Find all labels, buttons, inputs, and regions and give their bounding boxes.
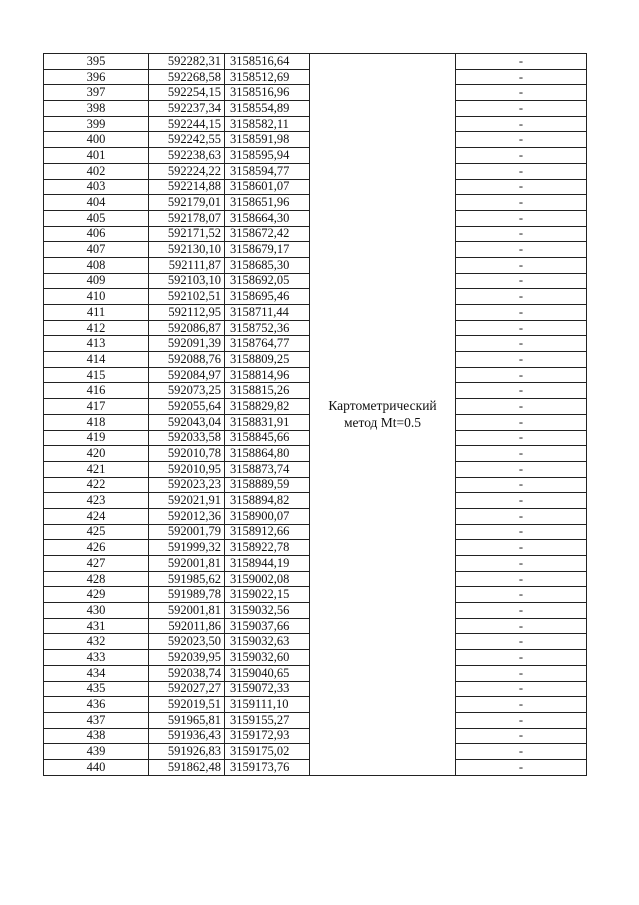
x-coordinate-cell: 592073,25 bbox=[149, 383, 225, 399]
x-coordinate-cell: 592238,63 bbox=[149, 148, 225, 164]
note-cell: - bbox=[456, 336, 587, 352]
point-number-cell: 434 bbox=[44, 665, 149, 681]
note-cell: - bbox=[456, 352, 587, 368]
x-coordinate-cell: 592012,36 bbox=[149, 508, 225, 524]
point-number-cell: 411 bbox=[44, 305, 149, 321]
y-coordinate-cell: 3158595,94 bbox=[225, 148, 310, 164]
x-coordinate-cell: 592268,58 bbox=[149, 69, 225, 85]
x-coordinate-cell: 592038,74 bbox=[149, 665, 225, 681]
y-coordinate-cell: 3158672,42 bbox=[225, 226, 310, 242]
note-cell: - bbox=[456, 305, 587, 321]
method-cell bbox=[310, 54, 456, 776]
point-number-cell: 435 bbox=[44, 681, 149, 697]
note-cell: - bbox=[456, 556, 587, 572]
x-coordinate-cell: 592103,10 bbox=[149, 273, 225, 289]
x-coordinate-cell: 592111,87 bbox=[149, 257, 225, 273]
note-cell: - bbox=[456, 759, 587, 775]
x-coordinate-cell: 592102,51 bbox=[149, 289, 225, 305]
y-coordinate-cell: 3158679,17 bbox=[225, 242, 310, 258]
y-coordinate-cell: 3159032,56 bbox=[225, 603, 310, 619]
coordinates-table bbox=[43, 53, 587, 776]
x-coordinate-cell: 591926,83 bbox=[149, 744, 225, 760]
x-coordinate-cell: 591965,81 bbox=[149, 712, 225, 728]
point-number-cell: 433 bbox=[44, 650, 149, 666]
x-coordinate-cell: 591989,78 bbox=[149, 587, 225, 603]
coordinates-table-body bbox=[44, 54, 587, 776]
note-cell: - bbox=[456, 273, 587, 289]
document-page bbox=[43, 53, 587, 776]
x-coordinate-cell: 591999,32 bbox=[149, 540, 225, 556]
point-number-cell: 429 bbox=[44, 587, 149, 603]
note-cell: - bbox=[456, 681, 587, 697]
x-coordinate-cell: 592214,88 bbox=[149, 179, 225, 195]
y-coordinate-cell: 3159022,15 bbox=[225, 587, 310, 603]
point-number-cell: 428 bbox=[44, 571, 149, 587]
note-cell: - bbox=[456, 571, 587, 587]
x-coordinate-cell: 592010,78 bbox=[149, 446, 225, 462]
note-cell: - bbox=[456, 54, 587, 70]
y-coordinate-cell: 3158894,82 bbox=[225, 493, 310, 509]
note-cell: - bbox=[456, 446, 587, 462]
point-number-cell: 438 bbox=[44, 728, 149, 744]
note-cell: - bbox=[456, 477, 587, 493]
y-coordinate-cell: 3158764,77 bbox=[225, 336, 310, 352]
y-coordinate-cell: 3158711,44 bbox=[225, 305, 310, 321]
x-coordinate-cell: 592043,04 bbox=[149, 414, 225, 430]
x-coordinate-cell: 592091,39 bbox=[149, 336, 225, 352]
x-coordinate-cell: 592033,58 bbox=[149, 430, 225, 446]
note-cell: - bbox=[456, 744, 587, 760]
point-number-cell: 420 bbox=[44, 446, 149, 462]
point-number-cell: 408 bbox=[44, 257, 149, 273]
note-cell: - bbox=[456, 508, 587, 524]
y-coordinate-cell: 3158912,66 bbox=[225, 524, 310, 540]
y-coordinate-cell: 3158922,78 bbox=[225, 540, 310, 556]
y-coordinate-cell: 3159037,66 bbox=[225, 618, 310, 634]
note-cell: - bbox=[456, 116, 587, 132]
y-coordinate-cell: 3158752,36 bbox=[225, 320, 310, 336]
point-number-cell: 414 bbox=[44, 352, 149, 368]
point-number-cell: 424 bbox=[44, 508, 149, 524]
note-cell: - bbox=[456, 383, 587, 399]
x-coordinate-cell: 592023,23 bbox=[149, 477, 225, 493]
point-number-cell: 399 bbox=[44, 116, 149, 132]
y-coordinate-cell: 3158695,46 bbox=[225, 289, 310, 305]
x-coordinate-cell: 592282,31 bbox=[149, 54, 225, 70]
point-number-cell: 397 bbox=[44, 85, 149, 101]
note-cell: - bbox=[456, 163, 587, 179]
note-cell: - bbox=[456, 540, 587, 556]
x-coordinate-cell: 592086,87 bbox=[149, 320, 225, 336]
point-number-cell: 396 bbox=[44, 69, 149, 85]
note-cell: - bbox=[456, 242, 587, 258]
note-cell: - bbox=[456, 320, 587, 336]
x-coordinate-cell: 592019,51 bbox=[149, 697, 225, 713]
y-coordinate-cell: 3158582,11 bbox=[225, 116, 310, 132]
x-coordinate-cell: 592011,86 bbox=[149, 618, 225, 634]
y-coordinate-cell: 3158900,07 bbox=[225, 508, 310, 524]
y-coordinate-cell: 3158601,07 bbox=[225, 179, 310, 195]
point-number-cell: 405 bbox=[44, 210, 149, 226]
point-number-cell: 417 bbox=[44, 399, 149, 415]
x-coordinate-cell: 591862,48 bbox=[149, 759, 225, 775]
y-coordinate-cell: 3158809,25 bbox=[225, 352, 310, 368]
y-coordinate-cell: 3158512,69 bbox=[225, 69, 310, 85]
x-coordinate-cell: 592254,15 bbox=[149, 85, 225, 101]
point-number-cell: 413 bbox=[44, 336, 149, 352]
point-number-cell: 423 bbox=[44, 493, 149, 509]
table-row bbox=[44, 54, 587, 70]
x-coordinate-cell: 592023,50 bbox=[149, 634, 225, 650]
point-number-cell: 418 bbox=[44, 414, 149, 430]
note-cell: - bbox=[456, 101, 587, 117]
note-cell: - bbox=[456, 179, 587, 195]
point-number-cell: 437 bbox=[44, 712, 149, 728]
point-number-cell: 432 bbox=[44, 634, 149, 650]
y-coordinate-cell: 3159040,65 bbox=[225, 665, 310, 681]
point-number-cell: 426 bbox=[44, 540, 149, 556]
note-cell: - bbox=[456, 132, 587, 148]
method-label-line2: метод Mt=0.5 bbox=[343, 415, 422, 431]
x-coordinate-cell: 592224,22 bbox=[149, 163, 225, 179]
point-number-cell: 406 bbox=[44, 226, 149, 242]
y-coordinate-cell: 3158664,30 bbox=[225, 210, 310, 226]
x-coordinate-cell: 592001,81 bbox=[149, 603, 225, 619]
x-coordinate-cell: 592010,95 bbox=[149, 461, 225, 477]
x-coordinate-cell: 592001,81 bbox=[149, 556, 225, 572]
note-cell: - bbox=[456, 148, 587, 164]
x-coordinate-cell: 592088,76 bbox=[149, 352, 225, 368]
x-coordinate-cell: 592001,79 bbox=[149, 524, 225, 540]
note-cell: - bbox=[456, 85, 587, 101]
point-number-cell: 431 bbox=[44, 618, 149, 634]
y-coordinate-cell: 3158845,66 bbox=[225, 430, 310, 446]
y-coordinate-cell: 3158594,77 bbox=[225, 163, 310, 179]
note-cell: - bbox=[456, 665, 587, 681]
y-coordinate-cell: 3158685,30 bbox=[225, 257, 310, 273]
point-number-cell: 400 bbox=[44, 132, 149, 148]
y-coordinate-cell: 3159173,76 bbox=[225, 759, 310, 775]
note-cell: - bbox=[456, 650, 587, 666]
x-coordinate-cell: 592055,64 bbox=[149, 399, 225, 415]
y-coordinate-cell: 3158591,98 bbox=[225, 132, 310, 148]
y-coordinate-cell: 3158651,96 bbox=[225, 195, 310, 211]
point-number-cell: 439 bbox=[44, 744, 149, 760]
note-cell: - bbox=[456, 414, 587, 430]
x-coordinate-cell: 592039,95 bbox=[149, 650, 225, 666]
point-number-cell: 404 bbox=[44, 195, 149, 211]
y-coordinate-cell: 3159032,63 bbox=[225, 634, 310, 650]
y-coordinate-cell: 3159172,93 bbox=[225, 728, 310, 744]
point-number-cell: 425 bbox=[44, 524, 149, 540]
point-number-cell: 419 bbox=[44, 430, 149, 446]
y-coordinate-cell: 3159072,33 bbox=[225, 681, 310, 697]
note-cell: - bbox=[456, 587, 587, 603]
x-coordinate-cell: 592084,97 bbox=[149, 367, 225, 383]
x-coordinate-cell: 592237,34 bbox=[149, 101, 225, 117]
note-cell: - bbox=[456, 226, 587, 242]
x-coordinate-cell: 592244,15 bbox=[149, 116, 225, 132]
point-number-cell: 410 bbox=[44, 289, 149, 305]
note-cell: - bbox=[456, 493, 587, 509]
x-coordinate-cell: 592242,55 bbox=[149, 132, 225, 148]
y-coordinate-cell: 3158889,59 bbox=[225, 477, 310, 493]
note-cell: - bbox=[456, 712, 587, 728]
note-cell: - bbox=[456, 210, 587, 226]
point-number-cell: 436 bbox=[44, 697, 149, 713]
point-number-cell: 402 bbox=[44, 163, 149, 179]
x-coordinate-cell: 592112,95 bbox=[149, 305, 225, 321]
y-coordinate-cell: 3158864,80 bbox=[225, 446, 310, 462]
y-coordinate-cell: 3159032,60 bbox=[225, 650, 310, 666]
y-coordinate-cell: 3158944,19 bbox=[225, 556, 310, 572]
x-coordinate-cell: 592171,52 bbox=[149, 226, 225, 242]
point-number-cell: 395 bbox=[44, 54, 149, 70]
y-coordinate-cell: 3158516,64 bbox=[225, 54, 310, 70]
point-number-cell: 412 bbox=[44, 320, 149, 336]
y-coordinate-cell: 3158516,96 bbox=[225, 85, 310, 101]
point-number-cell: 398 bbox=[44, 101, 149, 117]
x-coordinate-cell: 592179,01 bbox=[149, 195, 225, 211]
note-cell: - bbox=[456, 634, 587, 650]
point-number-cell: 407 bbox=[44, 242, 149, 258]
note-cell: - bbox=[456, 461, 587, 477]
point-number-cell: 422 bbox=[44, 477, 149, 493]
note-cell: - bbox=[456, 603, 587, 619]
x-coordinate-cell: 591985,62 bbox=[149, 571, 225, 587]
y-coordinate-cell: 3158554,89 bbox=[225, 101, 310, 117]
note-cell: - bbox=[456, 524, 587, 540]
x-coordinate-cell: 592130,10 bbox=[149, 242, 225, 258]
note-cell: - bbox=[456, 257, 587, 273]
y-coordinate-cell: 3159002,08 bbox=[225, 571, 310, 587]
y-coordinate-cell: 3159111,10 bbox=[225, 697, 310, 713]
note-cell: - bbox=[456, 367, 587, 383]
x-coordinate-cell: 592021,91 bbox=[149, 493, 225, 509]
note-cell: - bbox=[456, 69, 587, 85]
note-cell: - bbox=[456, 289, 587, 305]
point-number-cell: 421 bbox=[44, 461, 149, 477]
point-number-cell: 416 bbox=[44, 383, 149, 399]
y-coordinate-cell: 3158692,05 bbox=[225, 273, 310, 289]
y-coordinate-cell: 3158815,26 bbox=[225, 383, 310, 399]
method-label-line1: Картометрический bbox=[328, 398, 437, 414]
y-coordinate-cell: 3158873,74 bbox=[225, 461, 310, 477]
point-number-cell: 427 bbox=[44, 556, 149, 572]
y-coordinate-cell: 3159155,27 bbox=[225, 712, 310, 728]
point-number-cell: 401 bbox=[44, 148, 149, 164]
point-number-cell: 409 bbox=[44, 273, 149, 289]
point-number-cell: 403 bbox=[44, 179, 149, 195]
note-cell: - bbox=[456, 697, 587, 713]
point-number-cell: 430 bbox=[44, 603, 149, 619]
y-coordinate-cell: 3158831,91 bbox=[225, 414, 310, 430]
y-coordinate-cell: 3158814,96 bbox=[225, 367, 310, 383]
note-cell: - bbox=[456, 430, 587, 446]
y-coordinate-cell: 3158829,82 bbox=[225, 399, 310, 415]
y-coordinate-cell: 3159175,02 bbox=[225, 744, 310, 760]
x-coordinate-cell: 592027,27 bbox=[149, 681, 225, 697]
note-cell: - bbox=[456, 618, 587, 634]
note-cell: - bbox=[456, 195, 587, 211]
x-coordinate-cell: 592178,07 bbox=[149, 210, 225, 226]
note-cell: - bbox=[456, 728, 587, 744]
point-number-cell: 440 bbox=[44, 759, 149, 775]
point-number-cell: 415 bbox=[44, 367, 149, 383]
note-cell: - bbox=[456, 399, 587, 415]
x-coordinate-cell: 591936,43 bbox=[149, 728, 225, 744]
